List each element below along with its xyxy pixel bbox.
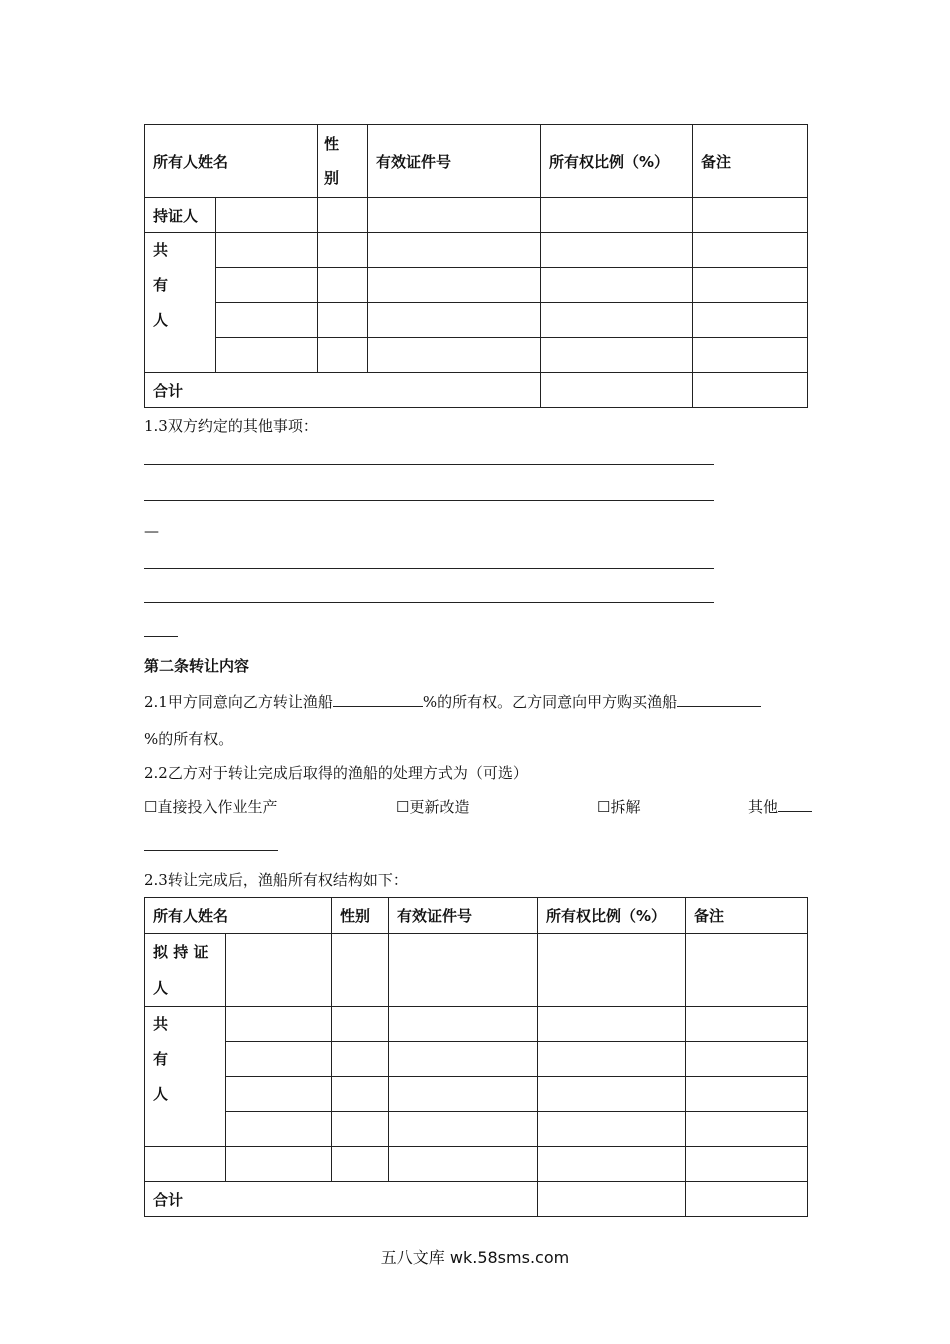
table-cell[interactable]	[332, 1077, 389, 1112]
total-label: 合计	[145, 1182, 538, 1217]
table-cell[interactable]	[389, 1077, 538, 1112]
table-cell[interactable]	[686, 1112, 808, 1147]
table-cell[interactable]	[332, 1147, 389, 1182]
header-remarks: 备注	[693, 125, 808, 198]
table-cell[interactable]	[368, 233, 541, 268]
other-blank-continuation[interactable]	[144, 850, 278, 851]
co-owner-label	[145, 1007, 226, 1147]
purchase-percent-blank[interactable]	[677, 692, 761, 707]
table-cell[interactable]	[693, 338, 808, 373]
table-cell[interactable]	[226, 1112, 332, 1147]
table-cell[interactable]	[318, 303, 368, 338]
header-owner-name: 所有人姓名	[145, 898, 332, 934]
table-cell[interactable]	[216, 303, 318, 338]
table-cell[interactable]	[693, 233, 808, 268]
blank-line[interactable]	[144, 500, 714, 501]
header-ownership-ratio: 所有权比例（%）	[538, 898, 686, 934]
ownership-table-after	[144, 897, 808, 1217]
table-cell[interactable]	[368, 268, 541, 303]
table-cell[interactable]	[541, 373, 693, 408]
table-cell[interactable]	[541, 268, 693, 303]
proposed-holder-line1: 拟 持 证	[153, 943, 209, 961]
table-cell[interactable]	[538, 1147, 686, 1182]
table-cell[interactable]	[332, 1112, 389, 1147]
table-cell[interactable]	[538, 1077, 686, 1112]
table-cell[interactable]	[541, 198, 693, 233]
table-cell[interactable]	[216, 198, 318, 233]
table-cell[interactable]	[332, 934, 389, 1007]
co-owner-char: 有	[153, 276, 169, 294]
table-cell[interactable]	[538, 934, 686, 1007]
header-gender	[318, 125, 368, 198]
header-id-number: 有效证件号	[368, 125, 541, 198]
header-id-number: 有效证件号	[389, 898, 538, 934]
co-owner-char: 共	[153, 241, 169, 259]
table-cell[interactable]	[389, 1147, 538, 1182]
footer-watermark: 五八文库 wk.58sms.com	[380, 1248, 570, 1267]
table-cell[interactable]	[686, 1042, 808, 1077]
blank-line[interactable]	[144, 568, 714, 569]
header-gender-text: 性 别	[324, 135, 340, 187]
article-2-title: 第二条转让内容	[144, 657, 250, 675]
header-owner-name: 所有人姓名	[145, 125, 318, 198]
proposed-holder-label	[145, 934, 226, 1007]
co-owner-char: 有	[153, 1050, 169, 1068]
table-cell[interactable]	[389, 1112, 538, 1147]
option-dismantle[interactable]: ☐拆解	[597, 798, 641, 816]
table-cell[interactable]	[541, 233, 693, 268]
blank-line[interactable]	[144, 602, 714, 603]
table-cell[interactable]	[368, 198, 541, 233]
option-renovation[interactable]: ☐更新改造	[396, 798, 470, 816]
table-cell[interactable]	[541, 303, 693, 338]
co-owner-char: 人	[153, 1085, 169, 1103]
table-cell[interactable]	[541, 338, 693, 373]
p2-1-text-a: 2.1甲方同意向乙方转让渔船	[144, 693, 333, 711]
table-cell[interactable]	[318, 338, 368, 373]
other-blank[interactable]	[778, 797, 812, 812]
header-ownership-ratio: 所有权比例（%）	[541, 125, 693, 198]
table-cell[interactable]	[226, 1042, 332, 1077]
table-cell[interactable]	[226, 1077, 332, 1112]
paragraph-2-1-line1	[144, 691, 761, 712]
table-cell[interactable]	[216, 233, 318, 268]
table-cell[interactable]	[693, 303, 808, 338]
total-label: 合计	[145, 373, 541, 408]
co-owner-label	[145, 233, 216, 373]
p2-1-text-c: %的所有权。	[144, 730, 234, 748]
holder-label: 持证人	[145, 198, 216, 233]
table-cell[interactable]	[538, 1042, 686, 1077]
table-cell[interactable]	[686, 1007, 808, 1042]
table-cell[interactable]	[686, 1182, 808, 1217]
paragraph-2-3: 2.3转让完成后，渔船所有权结构如下：	[144, 871, 408, 889]
table-cell[interactable]	[693, 268, 808, 303]
option-other-label[interactable]: 其他	[748, 798, 779, 816]
table-cell[interactable]	[226, 1147, 332, 1182]
table-cell[interactable]	[368, 338, 541, 373]
table-cell[interactable]	[538, 1112, 686, 1147]
table-cell[interactable]	[389, 1042, 538, 1077]
table-cell[interactable]	[538, 1182, 686, 1217]
blank-line[interactable]	[144, 636, 178, 637]
table-cell[interactable]	[145, 1147, 226, 1182]
co-owner-char: 人	[153, 311, 169, 329]
table-cell[interactable]	[538, 1007, 686, 1042]
table-cell[interactable]	[693, 373, 808, 408]
table-cell[interactable]	[686, 1147, 808, 1182]
transfer-percent-blank[interactable]	[333, 692, 423, 707]
option-other	[748, 796, 812, 817]
paragraph-2-2: 2.2乙方对于转让完成后取得的渔船的处理方式为（可选）	[144, 764, 528, 782]
co-owner-char: 共	[153, 1015, 169, 1033]
option-direct-production[interactable]: ☐直接投入作业生产	[144, 798, 278, 816]
header-remarks: 备注	[686, 898, 808, 934]
table-cell[interactable]	[226, 1007, 332, 1042]
table-cell[interactable]	[368, 303, 541, 338]
table-cell[interactable]	[318, 233, 368, 268]
header-gender: 性别	[332, 898, 389, 934]
section-1-3-title: 1.3双方约定的其他事项：	[144, 417, 318, 435]
table-cell[interactable]	[389, 1007, 538, 1042]
blank-line-stub: —	[144, 522, 159, 540]
table-cell[interactable]	[332, 1007, 389, 1042]
blank-line[interactable]	[144, 464, 714, 465]
table-cell[interactable]	[226, 934, 332, 1007]
table-cell[interactable]	[389, 934, 538, 1007]
ownership-table-before	[144, 124, 808, 408]
table-cell[interactable]	[686, 1077, 808, 1112]
table-cell[interactable]	[216, 268, 318, 303]
table-cell[interactable]	[318, 268, 368, 303]
table-cell[interactable]	[693, 198, 808, 233]
table-cell[interactable]	[318, 198, 368, 233]
proposed-holder-line2: 人	[153, 979, 169, 997]
table-cell[interactable]	[332, 1042, 389, 1077]
table-cell[interactable]	[686, 934, 808, 1007]
p2-1-text-b: %的所有权。乙方同意向甲方购买渔船	[422, 693, 678, 711]
table-cell[interactable]	[216, 338, 318, 373]
